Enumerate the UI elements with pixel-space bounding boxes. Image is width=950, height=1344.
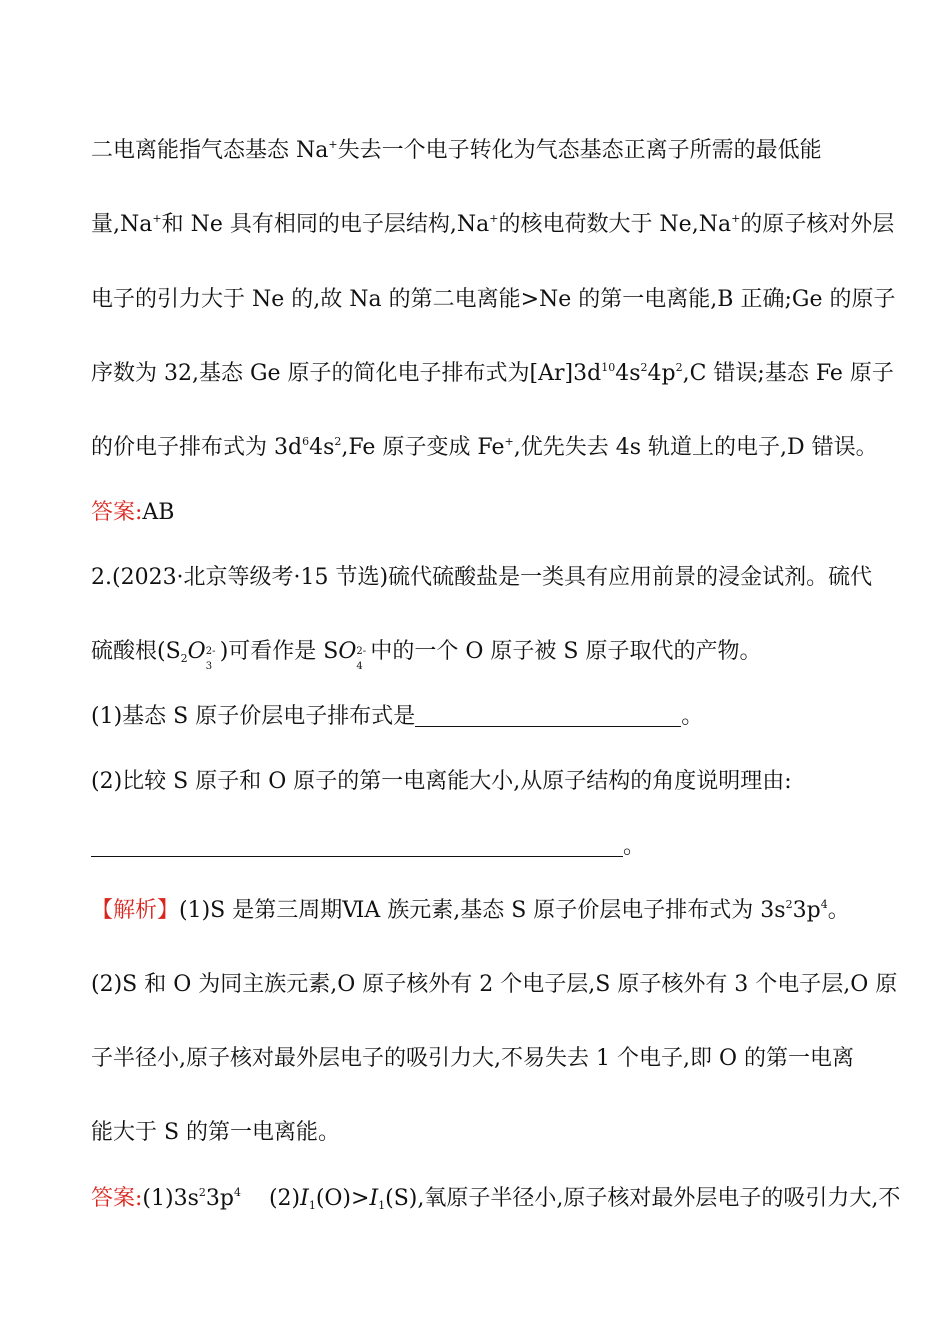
text: ,Fe 原子变成 Fe	[341, 435, 505, 460]
answer-line	[91, 498, 861, 528]
index: 3	[205, 661, 213, 672]
text-line	[91, 285, 896, 315]
text-line	[91, 433, 878, 463]
text: 3p	[792, 898, 821, 923]
answer-value: AB	[142, 500, 175, 525]
charge: 2-	[205, 646, 216, 657]
answer-blank[interactable]	[415, 704, 681, 727]
superscript: +	[731, 212, 741, 225]
text: 能大于 S 的第一电离能。	[91, 1120, 341, 1145]
superscript: 2	[785, 898, 793, 911]
question-line	[91, 563, 873, 593]
superscript: 10	[601, 361, 616, 374]
text: O	[338, 639, 357, 664]
question-line	[91, 702, 861, 732]
superscript: 2	[675, 361, 683, 374]
superscript: +	[504, 435, 514, 448]
text-line	[91, 136, 861, 166]
text: 失去一个电子转化为气态基态正离子所需的最低能	[337, 138, 822, 163]
analysis-line	[91, 1044, 861, 1074]
answer-label: 答案:	[91, 500, 143, 525]
charge: 2-	[356, 646, 367, 657]
analysis-line	[91, 896, 861, 926]
charge-index	[205, 640, 220, 672]
superscript: +	[489, 212, 499, 225]
text: 量,Na	[91, 212, 153, 237]
superscript: 4	[233, 1186, 241, 1199]
text: 2.(2023·北京等级考·15 节选)硫代硫酸盐是一类具有应用前景的浸金试剂。硫代	[91, 565, 873, 590]
text: ,C 错误;基态 Fe 原子	[682, 361, 894, 386]
superscript: +	[152, 212, 162, 225]
answer-blank[interactable]	[91, 834, 623, 857]
question-line	[91, 767, 861, 797]
text-line	[91, 210, 895, 240]
superscript: +	[328, 138, 338, 151]
text: O	[187, 639, 206, 664]
text: 。	[623, 834, 646, 859]
symbol: I	[369, 1186, 379, 1211]
superscript: 2	[198, 1186, 206, 1199]
text: (2)	[240, 1186, 301, 1211]
text: 中的一个 O 原子被 S 原子取代的产物。	[370, 639, 762, 664]
subscript: 1	[308, 1199, 316, 1212]
text: 二电离能指气态基态 Na	[91, 138, 329, 163]
text: (1)3s	[142, 1186, 199, 1211]
text: 和 Ne 具有相同的电子层结构,Na	[161, 212, 490, 237]
text: (2)S 和 O 为同主族元素,O 原子核外有 2 个电子层,S 原子核外有 3 个电子层,O 原	[91, 972, 898, 997]
symbol: I	[300, 1186, 309, 1211]
text: 。	[827, 898, 850, 923]
subscript: 1	[378, 1199, 386, 1212]
text: 的价电子排布式为 3d	[91, 435, 303, 460]
index: 4	[356, 661, 363, 672]
superscript: 6	[302, 435, 310, 448]
text: 的原子核对外层	[740, 212, 895, 237]
text: )可看作是 S	[219, 639, 339, 664]
superscript: 4	[820, 898, 828, 911]
text: (O)>	[315, 1186, 370, 1211]
text: 电子的引力大于 Ne 的,故 Na 的第二电离能>Ne 的第一电离能,B 正确;Ge 的原子	[91, 287, 896, 312]
text: (2)比较 S 原子和 O 原子的第一电离能大小,从原子结构的角度说明理由:	[91, 769, 792, 794]
text: 序数为 32,基态 Ge 原子的简化电子排布式为[Ar]3d	[91, 361, 602, 386]
text: 硫酸根(S	[91, 639, 181, 664]
text: 。	[681, 704, 704, 729]
text: 4s	[309, 435, 335, 460]
question-line	[91, 637, 861, 672]
text: 的核电荷数大于 Ne,Na	[498, 212, 732, 237]
text: 4p	[647, 361, 676, 386]
superscript: 2	[640, 361, 648, 374]
text-line	[91, 359, 894, 389]
analysis-line	[91, 970, 898, 1000]
superscript: 2	[334, 435, 342, 448]
text: (1)基态 S 原子价层电子排布式是	[91, 704, 416, 729]
text: ,优先失去 4s 轨道上的电子,D 错误。	[513, 435, 878, 460]
text: (1)S 是第三周期ⅥA 族元素,基态 S 原子价层电子排布式为 3s	[179, 898, 786, 923]
text: 4s	[615, 361, 641, 386]
answer-label: 答案:	[91, 1186, 143, 1211]
analysis-label: 【解析】	[91, 898, 180, 923]
analysis-line	[91, 1118, 861, 1148]
question-line	[91, 832, 861, 862]
answer-line	[91, 1184, 901, 1214]
text: (S),氧原子半径小,原子核对最外层电子的吸引力大,不	[385, 1186, 901, 1211]
text: 子半径小,原子核对最外层电子的吸引力大,不易失去 1 个电子,即 O 的第一电离	[91, 1046, 854, 1071]
charge-index	[356, 640, 370, 672]
subscript: 2	[180, 652, 188, 665]
text: 3p	[205, 1186, 234, 1211]
